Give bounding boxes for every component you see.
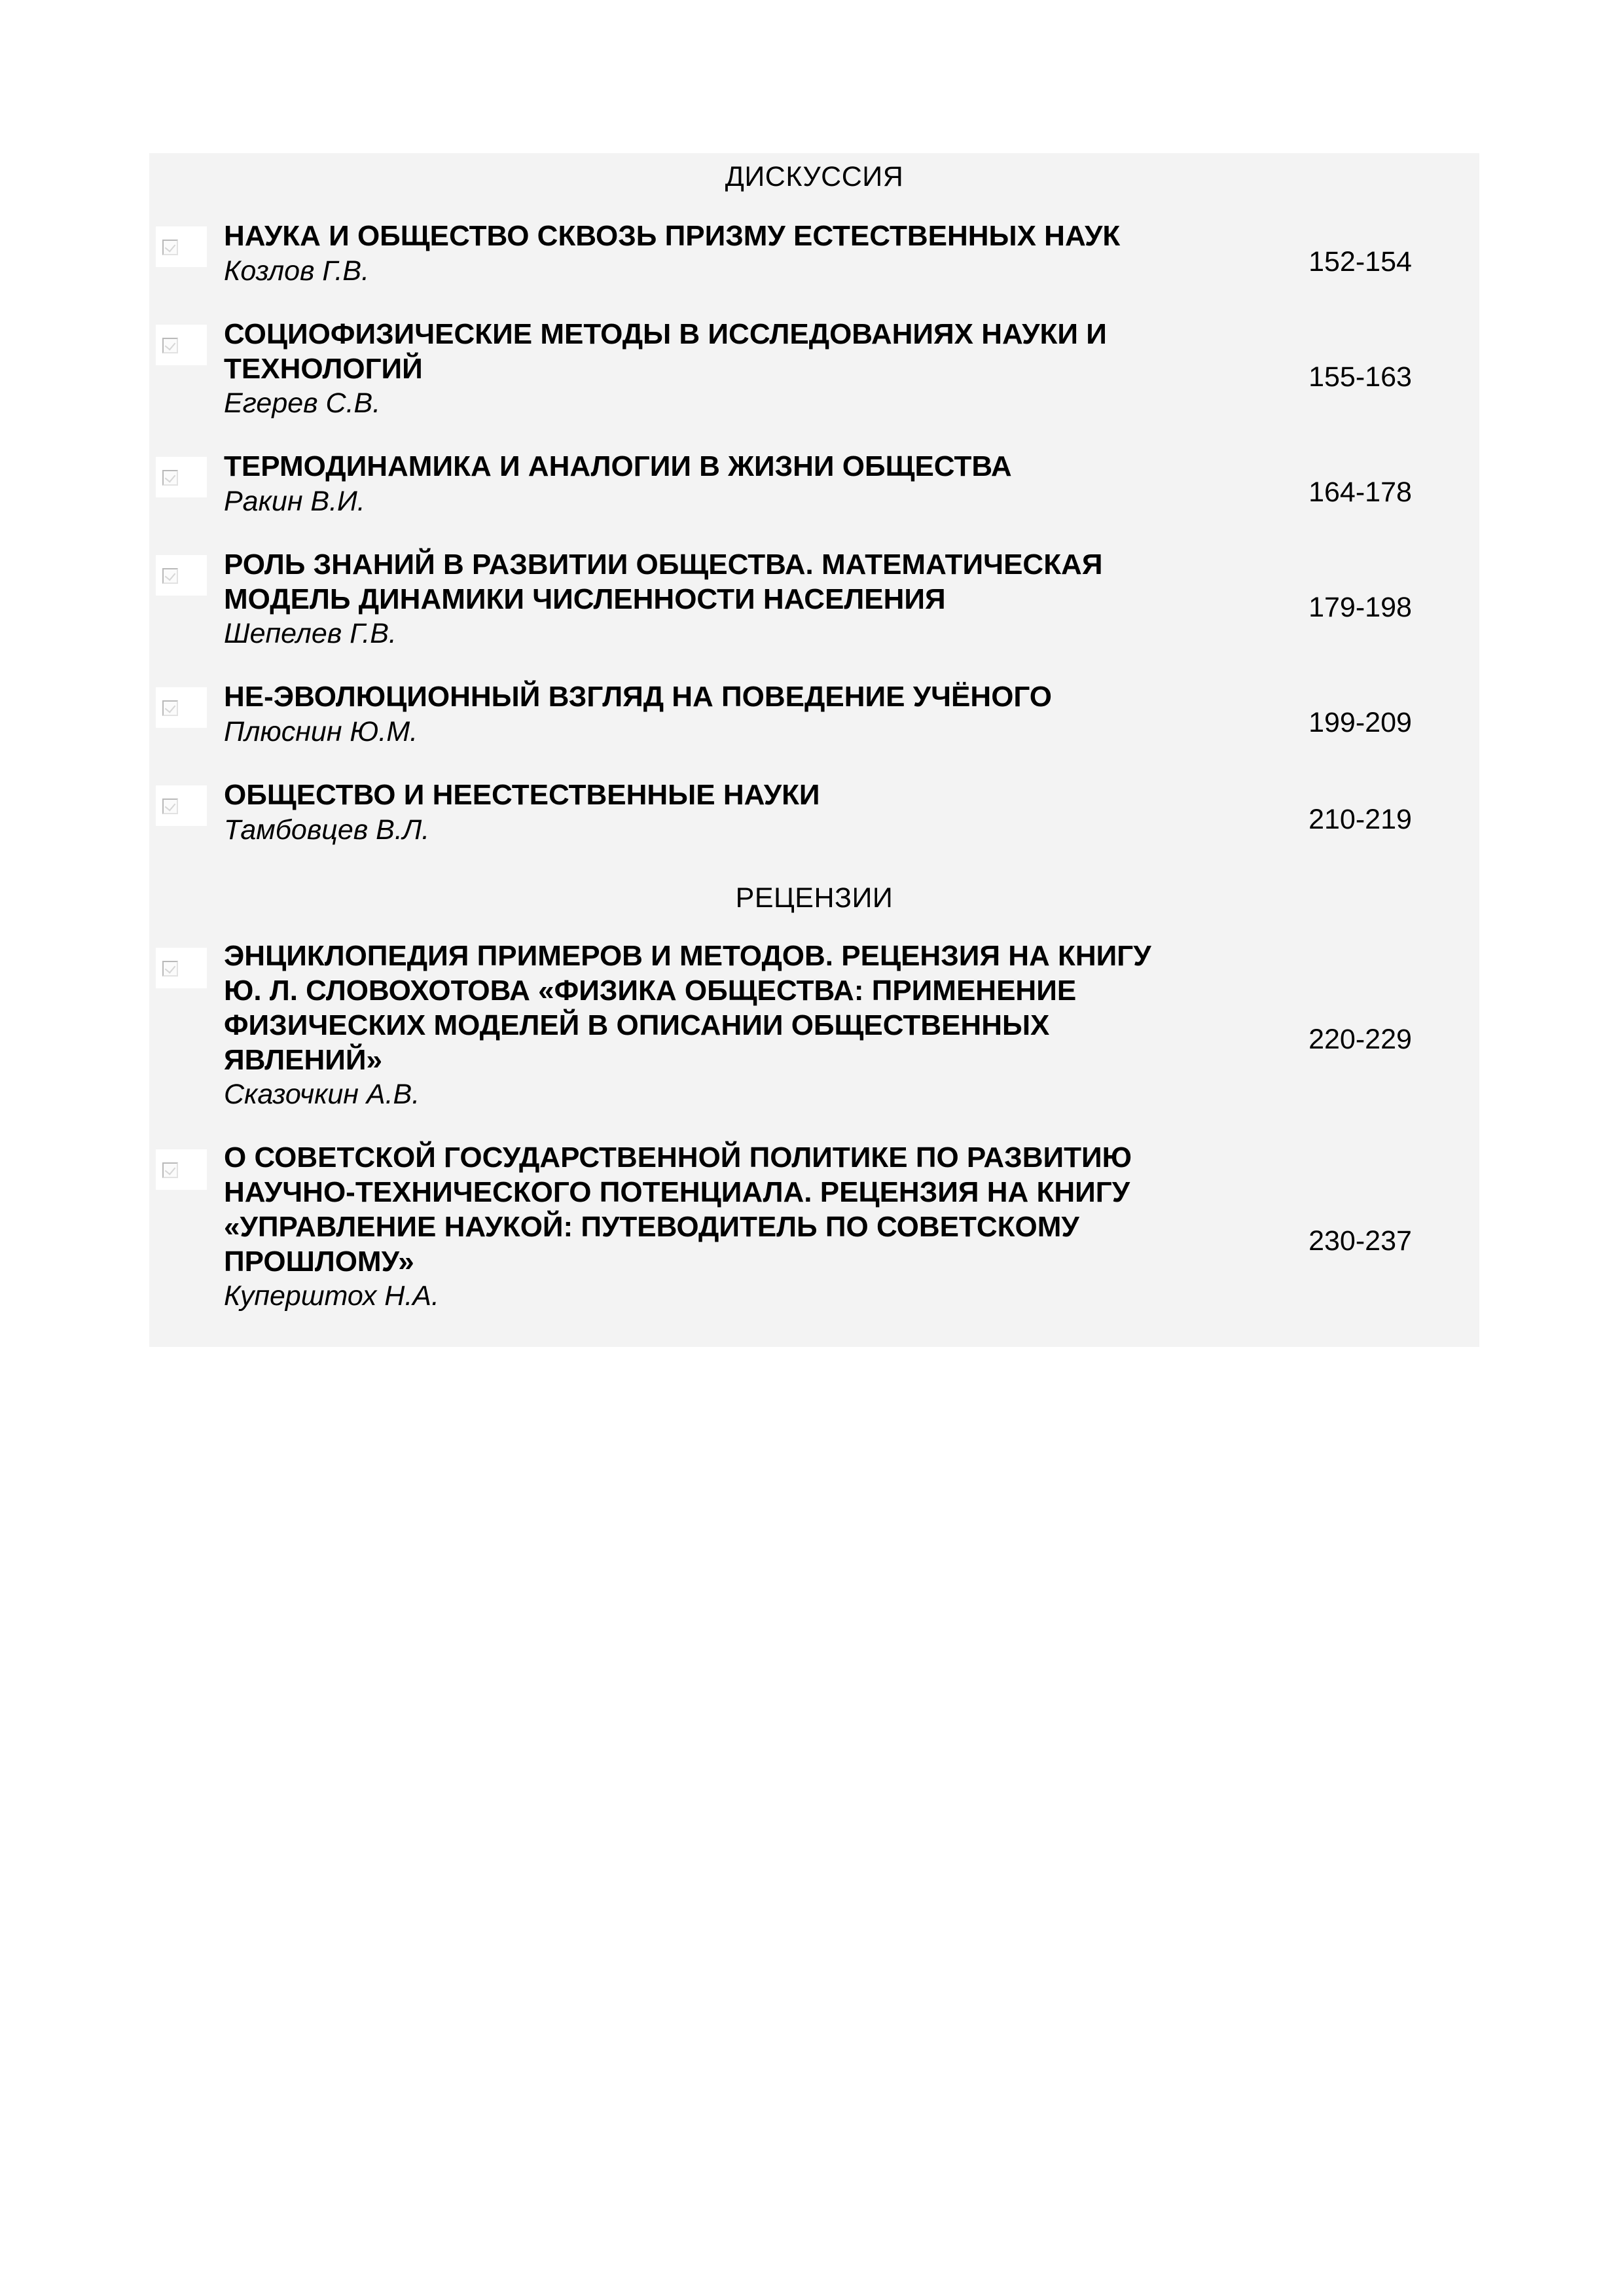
entry-pages: 230-237 — [1308, 1225, 1412, 1257]
entry-checkbox[interactable] — [156, 948, 207, 988]
entry-checkbox[interactable] — [156, 226, 207, 267]
entry-checkbox[interactable] — [156, 555, 207, 596]
entry-pages: 210-219 — [1308, 804, 1412, 835]
entry-author: Козлов Г.В. — [224, 255, 370, 287]
entry-author: Тамбовцев В.Л. — [224, 814, 430, 846]
checkbox-icon — [162, 700, 178, 716]
checkbox-icon — [162, 470, 178, 486]
checkbox-icon — [162, 961, 178, 977]
entry-pages: 220-229 — [1308, 1024, 1412, 1055]
entry-author: Егерев С.В. — [224, 387, 381, 419]
checkbox-icon — [162, 568, 178, 584]
entry-title[interactable]: СОЦИОФИЗИЧЕСКИЕ МЕТОДЫ В ИССЛЕДОВАНИЯХ НАУКИ И ТЕХНОЛОГИЙ — [224, 318, 1107, 385]
section-heading-reviews: РЕЦЕНЗИИ — [735, 882, 893, 914]
entry-checkbox[interactable] — [156, 1149, 207, 1190]
entry-title[interactable]: НЕ-ЭВОЛЮЦИОННЫЙ ВЗГЛЯД НА ПОВЕДЕНИЕ УЧЁНОГО — [224, 681, 1052, 713]
entry-author: Куперштох Н.А. — [224, 1280, 439, 1312]
entry-pages: 155-163 — [1308, 361, 1412, 393]
entry-checkbox[interactable] — [156, 785, 207, 826]
table-of-contents — [149, 153, 1479, 1347]
entry-title[interactable]: О СОВЕТСКОЙ ГОСУДАРСТВЕННОЙ ПОЛИТИКЕ ПО РАЗВИТИЮ НАУЧНО-ТЕХНИЧЕСКОГО ПОТЕНЦИАЛА. РЕЦЕНЗИЯ НА КНИГУ «УПРАВЛЕНИЕ НАУКОЙ: ПУТЕВОДИТЕЛЬ ПО СОВЕТСКОМУ ПРОШЛОМУ» — [224, 1141, 1132, 1278]
entry-title[interactable]: НАУКА И ОБЩЕСТВО СКВОЗЬ ПРИЗМУ ЕСТЕСТВЕННЫХ НАУК — [224, 220, 1121, 252]
section-heading-discussion: ДИСКУССИЯ — [725, 161, 904, 192]
entry-checkbox[interactable] — [156, 325, 207, 365]
checkbox-icon — [162, 240, 178, 255]
checkbox-icon — [162, 798, 178, 814]
entry-author: Ракин В.И. — [224, 486, 365, 517]
entry-pages: 152-154 — [1308, 246, 1412, 278]
checkbox-icon — [162, 1162, 178, 1178]
entry-author: Сказочкин А.В. — [224, 1079, 420, 1110]
checkbox-icon — [162, 338, 178, 353]
entry-author: Плюснин Ю.М. — [224, 716, 418, 747]
entry-pages: 164-178 — [1308, 476, 1412, 508]
entry-pages: 179-198 — [1308, 592, 1412, 623]
entry-checkbox[interactable] — [156, 457, 207, 497]
entry-title[interactable]: ЭНЦИКЛОПЕДИЯ ПРИМЕРОВ И МЕТОДОВ. РЕЦЕНЗИЯ НА КНИГУ Ю. Л. СЛОВОХОТОВА «ФИЗИКА ОБЩЕСТВА: ПРИМЕНЕНИЕ ФИЗИЧЕСКИХ МОДЕЛЕЙ В ОПИСАНИИ ОБЩЕСТВЕННЫХ ЯВЛЕНИЙ» — [224, 940, 1151, 1076]
entry-title[interactable]: ТЕРМОДИНАМИКА И АНАЛОГИИ В ЖИЗНИ ОБЩЕСТВА — [224, 450, 1012, 482]
entry-author: Шепелев Г.В. — [224, 618, 397, 649]
entry-checkbox[interactable] — [156, 687, 207, 728]
entry-pages: 199-209 — [1308, 707, 1412, 738]
entry-title[interactable]: РОЛЬ ЗНАНИЙ В РАЗВИТИИ ОБЩЕСТВА. МАТЕМАТИЧЕСКАЯ МОДЕЛЬ ДИНАМИКИ ЧИСЛЕННОСТИ НАСЕЛЕНИЯ — [224, 548, 1103, 615]
entry-title[interactable]: ОБЩЕСТВО И НЕЕСТЕСТВЕННЫЕ НАУКИ — [224, 779, 820, 811]
